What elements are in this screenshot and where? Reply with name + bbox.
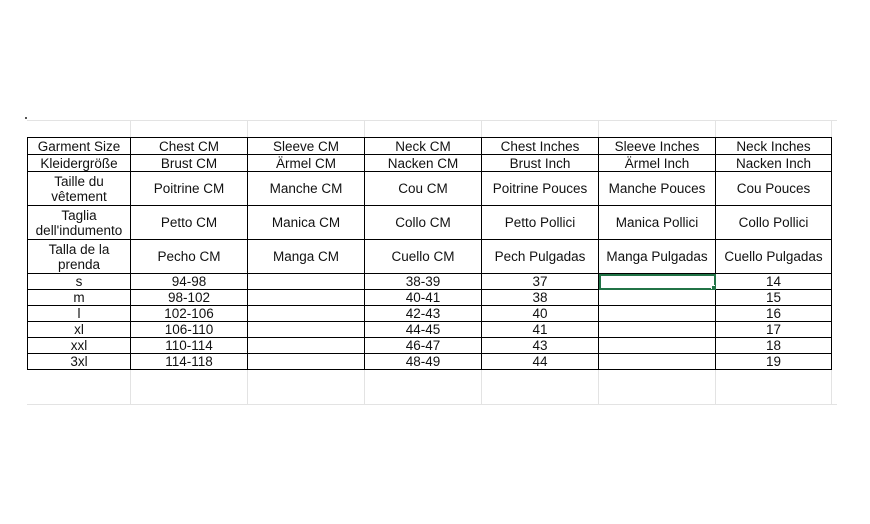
cell[interactable]: 15: [716, 290, 832, 306]
cell[interactable]: Manche Pouces: [599, 172, 716, 206]
cell[interactable]: 98-102: [131, 290, 248, 306]
header-row-fr: [28, 172, 832, 206]
cell[interactable]: [599, 306, 716, 322]
cell[interactable]: [248, 354, 365, 370]
table-row: [28, 290, 832, 306]
cell[interactable]: 14: [716, 274, 832, 290]
cell[interactable]: Manica CM: [248, 206, 365, 240]
cell[interactable]: 37: [482, 274, 599, 290]
cell[interactable]: 40-41: [365, 290, 482, 306]
cell[interactable]: s: [28, 274, 131, 290]
cell[interactable]: Talla de la prenda: [28, 240, 131, 274]
cell[interactable]: [248, 306, 365, 322]
cell[interactable]: 18: [716, 338, 832, 354]
cell[interactable]: Petto Pollici: [482, 206, 599, 240]
cell[interactable]: 114-118: [131, 354, 248, 370]
cell[interactable]: Taille du vêtement: [28, 172, 131, 206]
cell[interactable]: 102-106: [131, 306, 248, 322]
cell[interactable]: [599, 354, 716, 370]
cell[interactable]: m: [28, 290, 131, 306]
cell[interactable]: Manga Pulgadas: [599, 240, 716, 274]
cell[interactable]: Brust Inch: [482, 155, 599, 172]
cell[interactable]: 17: [716, 322, 832, 338]
table-row: [28, 338, 832, 354]
cell[interactable]: Ärmel CM: [248, 155, 365, 172]
cell[interactable]: Nacken CM: [365, 155, 482, 172]
cell[interactable]: Neck Inches: [716, 138, 832, 155]
cell[interactable]: 19: [716, 354, 832, 370]
cell[interactable]: l: [28, 306, 131, 322]
cell[interactable]: 43: [482, 338, 599, 354]
cell[interactable]: 16: [716, 306, 832, 322]
cell[interactable]: 46-47: [365, 338, 482, 354]
cell[interactable]: Cou CM: [365, 172, 482, 206]
cell[interactable]: Chest Inches: [482, 138, 599, 155]
cell[interactable]: Garment Size: [28, 138, 131, 155]
cell[interactable]: Taglia dell'indumento: [28, 206, 131, 240]
cell[interactable]: 42-43: [365, 306, 482, 322]
cell[interactable]: 44: [482, 354, 599, 370]
header-row-de: [28, 155, 832, 172]
cell[interactable]: [599, 290, 716, 306]
cell[interactable]: Manga CM: [248, 240, 365, 274]
cell[interactable]: Cou Pouces: [716, 172, 832, 206]
selected-cell[interactable]: [599, 274, 716, 290]
table-row: [28, 274, 832, 290]
cell[interactable]: Pech Pulgadas: [482, 240, 599, 274]
fill-handle[interactable]: [711, 285, 716, 290]
cell[interactable]: 44-45: [365, 322, 482, 338]
table-row: [28, 322, 832, 338]
header-row-en: [28, 138, 832, 155]
cell[interactable]: Manche CM: [248, 172, 365, 206]
cell[interactable]: xl: [28, 322, 131, 338]
cell[interactable]: Pecho CM: [131, 240, 248, 274]
cell[interactable]: xxl: [28, 338, 131, 354]
cell[interactable]: Collo CM: [365, 206, 482, 240]
cell[interactable]: Brust CM: [131, 155, 248, 172]
cell[interactable]: Ärmel Inch: [599, 155, 716, 172]
table-row: [28, 354, 832, 370]
cell[interactable]: [248, 274, 365, 290]
cell[interactable]: Poitrine Pouces: [482, 172, 599, 206]
cell[interactable]: [599, 322, 716, 338]
cell[interactable]: Collo Pollici: [716, 206, 832, 240]
cell[interactable]: Manica Pollici: [599, 206, 716, 240]
cell[interactable]: 48-49: [365, 354, 482, 370]
cell[interactable]: 110-114: [131, 338, 248, 354]
cell[interactable]: 41: [482, 322, 599, 338]
cell[interactable]: Chest CM: [131, 138, 248, 155]
cell[interactable]: Cuello CM: [365, 240, 482, 274]
cell[interactable]: [248, 290, 365, 306]
table-row: [28, 306, 832, 322]
cell[interactable]: Poitrine CM: [131, 172, 248, 206]
cell[interactable]: [599, 338, 716, 354]
stray-dot: [25, 117, 27, 119]
cell[interactable]: 40: [482, 306, 599, 322]
cell[interactable]: Petto CM: [131, 206, 248, 240]
cell[interactable]: 38-39: [365, 274, 482, 290]
cell[interactable]: [248, 322, 365, 338]
cell[interactable]: Sleeve Inches: [599, 138, 716, 155]
cell[interactable]: Nacken Inch: [716, 155, 832, 172]
cell[interactable]: Neck CM: [365, 138, 482, 155]
header-row-es: [28, 240, 832, 274]
cell[interactable]: 38: [482, 290, 599, 306]
header-row-it: [28, 206, 832, 240]
cell[interactable]: Cuello Pulgadas: [716, 240, 832, 274]
cell[interactable]: 94-98: [131, 274, 248, 290]
cell[interactable]: [248, 338, 365, 354]
cell[interactable]: Kleidergröße: [28, 155, 131, 172]
cell[interactable]: 106-110: [131, 322, 248, 338]
cell[interactable]: 3xl: [28, 354, 131, 370]
size-chart-table: [27, 137, 832, 370]
cell[interactable]: Sleeve CM: [248, 138, 365, 155]
spreadsheet-area[interactable]: [27, 120, 837, 405]
